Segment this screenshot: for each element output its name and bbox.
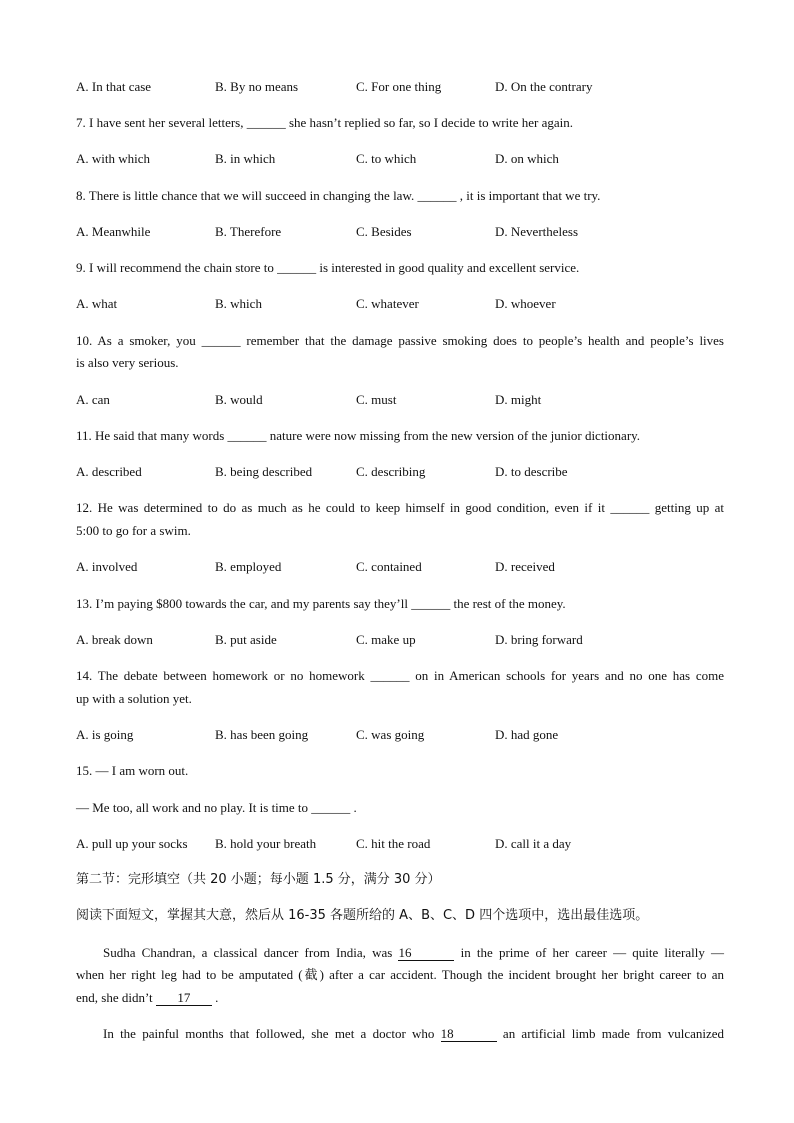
stem-line: 14. The debate between homework or no homework ______ on in American schools for years and no one has come — [76, 668, 724, 684]
option-d: D. had gone — [495, 726, 559, 742]
question-7-options — [76, 148, 724, 171]
option-a: A. described — [76, 464, 142, 480]
option-c: C. was going — [356, 726, 425, 742]
option-b: B. would — [215, 391, 263, 407]
question-15-reply — [76, 797, 724, 820]
option-a: A. with which — [76, 151, 151, 167]
paragraph-line — [76, 987, 724, 1010]
option-d: D. On the contrary — [495, 78, 593, 94]
stem-line: 9. I will recommend the chain store to ______ is interested in good quality and excellent service. — [76, 260, 580, 276]
option-c: C. must — [356, 391, 397, 407]
question-13-options — [76, 629, 724, 652]
paragraph-line — [76, 942, 724, 965]
question-11-stem — [76, 425, 724, 448]
question-7-stem — [76, 112, 724, 135]
section-heading — [76, 869, 724, 892]
option-d: D. might — [495, 391, 542, 407]
option-a: A. break down — [76, 631, 153, 647]
option-b: B. put aside — [215, 631, 277, 647]
option-c: C. hit the road — [356, 835, 431, 851]
blank-16: 16 — [398, 946, 454, 961]
question-10-stem — [76, 330, 724, 375]
section-heading-text: 第二节：完形填空（共 20 小题；每小题 1.5 分，满分 30 分） — [76, 872, 441, 888]
option-d: D. whoever — [495, 296, 556, 312]
question-8-options — [76, 221, 724, 244]
option-c: C. contained — [356, 559, 422, 575]
option-a: A. pull up your socks — [76, 835, 188, 851]
section-instructions — [76, 905, 724, 928]
question-15-stem — [76, 760, 724, 783]
dialogue-line: 15. — I am worn out. — [76, 763, 189, 779]
stem-line: 13. I’m paying $800 towards the car, and my parents say they’ll ______ the rest of the money. — [76, 595, 566, 611]
option-d: D. received — [495, 559, 555, 575]
option-d: D. bring forward — [495, 631, 583, 647]
option-d: D. Nevertheless — [495, 223, 579, 239]
cloze-paragraph-2 — [76, 1023, 724, 1046]
option-a: A. In that case — [76, 78, 152, 94]
question-12-options — [76, 556, 724, 579]
stem-line: 11. He said that many words ______ nature were now missing from the new version of the junior dictionary. — [76, 427, 641, 443]
blank-18: 18 — [441, 1027, 497, 1042]
stem-line: 10. As a smoker, you ______ remember that the damage passive smoking does to people’s health and people’s lives — [76, 332, 724, 348]
option-a: A. can — [76, 391, 110, 407]
option-a: A. is going — [76, 726, 134, 742]
option-a: A. Meanwhile — [76, 223, 151, 239]
question-9-stem — [76, 257, 724, 280]
option-c: C. whatever — [356, 296, 419, 312]
option-b: B. By no means — [215, 78, 299, 94]
option-d: D. call it a day — [495, 835, 572, 851]
paragraph-line: when her right leg had to be amputated (截) after a car accident. Though the incident brought her bright career to an — [76, 967, 724, 983]
page-content — [76, 76, 724, 1060]
text-segment: an artificial limb made from vulcanized — [502, 1026, 725, 1042]
question-8-stem — [76, 185, 724, 208]
option-b: B. has been going — [215, 726, 309, 742]
option-a: A. what — [76, 296, 118, 312]
option-a: A. involved — [76, 559, 138, 575]
question-15-options — [76, 833, 724, 856]
question-14-options — [76, 724, 724, 747]
section-instructions-text: 阅读下面短文，掌握其大意，然后从 16-35 各题所给的 A、B、C、D 四个选项中，选出最佳选项。 — [76, 908, 649, 924]
question-9-options — [76, 293, 724, 316]
option-d: D. to describe — [495, 464, 568, 480]
stem-line: 8. There is little chance that we will succeed in changing the law. ______ , it is important that we try. — [76, 187, 601, 203]
text-segment: In the painful months that followed, she met a doctor who — [103, 1026, 435, 1042]
option-b: B. hold your breath — [215, 835, 317, 851]
option-b: B. being described — [215, 464, 313, 480]
text-segment: . — [215, 989, 219, 1005]
option-b: B. employed — [215, 559, 282, 575]
option-b: B. in which — [215, 151, 276, 167]
option-c: C. Besides — [356, 223, 412, 239]
cloze-paragraph-1 — [76, 942, 724, 1010]
stem-line: 12. He was determined to do as much as he could to keep himself in good condition, even if it ______ getting up at — [76, 500, 724, 516]
text-segment: in the prime of her career — quite literally — — [460, 944, 725, 960]
question-10-options — [76, 389, 724, 412]
option-d: D. on which — [495, 151, 559, 167]
dialogue-line: — Me too, all work and no play. It is time to ______ . — [76, 799, 357, 815]
stem-line: up with a solution yet. — [76, 690, 192, 706]
option-c: C. describing — [356, 464, 426, 480]
option-b: B. Therefore — [215, 223, 282, 239]
text-segment: end, she didn’t — [76, 989, 153, 1005]
option-c: C. to which — [356, 151, 417, 167]
question-13-stem — [76, 593, 724, 616]
blank-17: 17 — [156, 991, 212, 1006]
stem-line: 7. I have sent her several letters, ______ she hasn’t replied so far, so I decide to write her again. — [76, 114, 574, 130]
text-segment: Sudha Chandran, a classical dancer from India, was — [103, 944, 393, 960]
stem-line: is also very serious. — [76, 355, 179, 371]
question-14-stem — [76, 665, 724, 710]
stem-line: 5:00 to go for a swim. — [76, 522, 191, 538]
option-b: B. which — [215, 296, 262, 312]
option-c: C. For one thing — [356, 78, 442, 94]
paragraph-line — [76, 1023, 724, 1046]
option-c: C. make up — [356, 631, 416, 647]
question-6-options — [76, 76, 724, 99]
question-12-stem — [76, 497, 724, 542]
question-11-options — [76, 461, 724, 484]
